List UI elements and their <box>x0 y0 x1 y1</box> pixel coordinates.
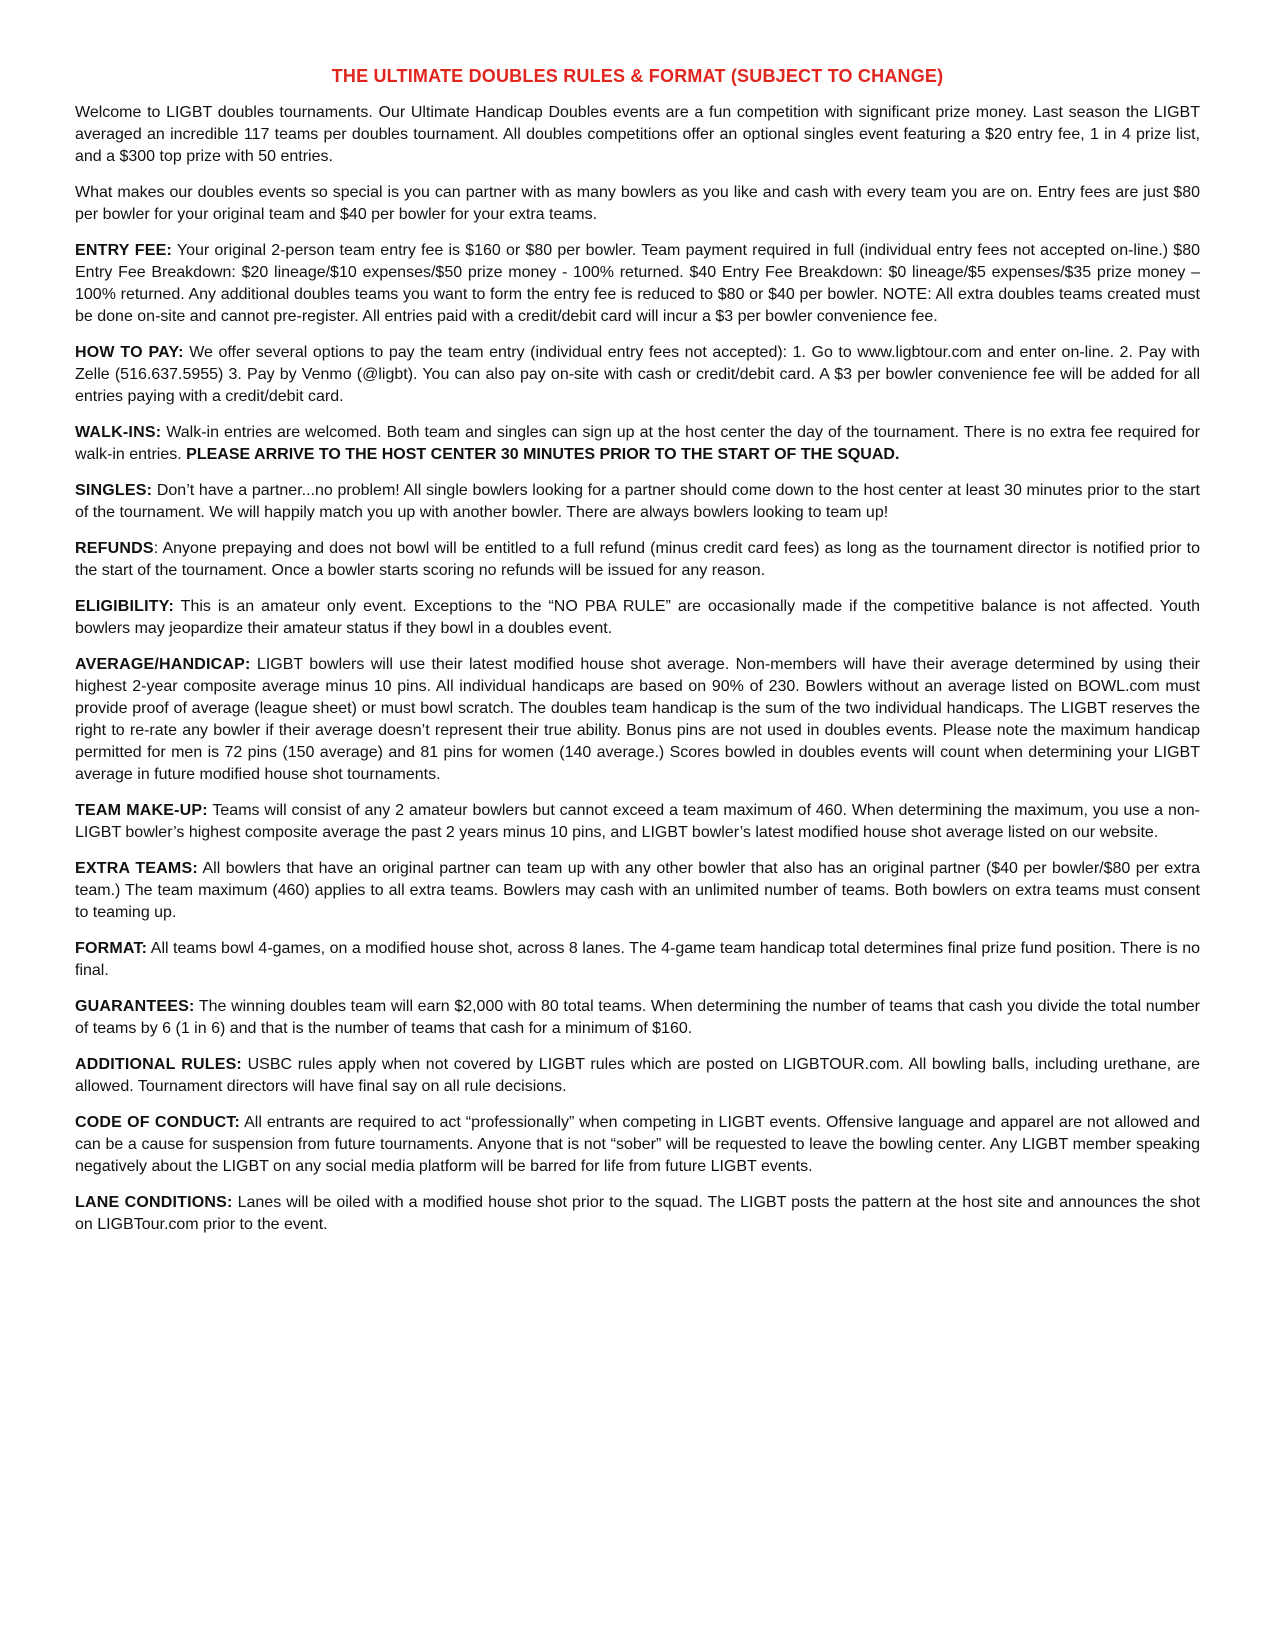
intro-paragraph: What makes our doubles events so special is you can partner with as many bowlers as you like and cash with every team you are on. Entry fees are just $80 per bowler for your original team and $40 per bowler for your extra teams. <box>75 184 1200 223</box>
section-label: GUARANTEES: <box>75 998 195 1015</box>
section-entry-fee <box>75 240 1200 328</box>
section-label: EXTRA TEAMS: <box>75 860 198 877</box>
section-label: LANE CONDITIONS: <box>75 1194 233 1211</box>
section-label: ADDITIONAL RULES: <box>75 1056 242 1073</box>
section-text: We offer several options to pay the team entry (individual entry fees not accepted): 1. Go to www.ligbtour.com and enter on-line. 2. Pay with Zelle (516.637.5955) 3. Pay by Venmo (@ligbt). You can also pay on-site with cash or credit/debit card. A $3 per bowler convenience fee will be added for all entries paying with a credit/debit card. <box>75 344 1200 405</box>
section-label: REFUNDS <box>75 540 154 557</box>
section-how-to-pay <box>75 342 1200 408</box>
section-code-of-conduct <box>75 1112 1200 1178</box>
section-label: AVERAGE/HANDICAP: <box>75 656 251 673</box>
section-extra-teams <box>75 858 1200 924</box>
section-text: : Anyone prepaying and does not bowl will be entitled to a full refund (minus credit card fees) as long as the tournament director is notified prior to the start of the tournament. Once a bowler starts scoring no refunds will be issued for any reason. <box>75 540 1200 579</box>
section-eligibility <box>75 596 1200 640</box>
section-format <box>75 938 1200 982</box>
section-text: Walk-in entries are welcomed. Both team and singles can sign up at the host center the day of the tournament. There is no extra fee required for walk-in entries. <box>75 424 1200 463</box>
section-walk-ins <box>75 422 1200 466</box>
section-label: TEAM MAKE-UP: <box>75 802 208 819</box>
section-label: WALK-INS: <box>75 424 162 441</box>
section-text: Your original 2-person team entry fee is $160 or $80 per bowler. Team payment required in full (individual entry fees not accepted on-line.) $80 Entry Fee Breakdown: $20 lineage/$10 expenses/$50 prize money - 100% returned. $40 Entry Fee Breakdown: $0 lineage/$5 expenses/$35 prize money – 100% returned. Any additional doubles teams you want to form the entry fee is reduced to $80 or $40 per bowler. NOTE: All extra doubles teams created must be done on-site and cannot pre-register. All entries paid with a credit/debit card will incur a $3 per bowler convenience fee. <box>75 242 1201 325</box>
section-text: All teams bowl 4-games, on a modified house shot, across 8 lanes. The 4-game team handicap total determines final prize fund position. There is no final. <box>75 940 1200 979</box>
section-text: Teams will consist of any 2 amateur bowlers but cannot exceed a team maximum of 460. When determining the maximum, you use a non-LIGBT bowler’s highest composite average the past 2 years minus 10 pins, and LIGBT bowler’s latest modified house shot average listed on our website. <box>75 802 1200 841</box>
section-text: Lanes will be oiled with a modified house shot prior to the squad. The LIGBT posts the pattern at the host site and announces the shot on LIGBTour.com prior to the event. <box>75 1194 1200 1233</box>
intro-paragraph: Welcome to LIGBT doubles tournaments. Our Ultimate Handicap Doubles events are a fun competition with significant prize money. Last season the LIGBT averaged an incredible 117 teams per doubles tournament. All doubles competitions offer an optional singles event featuring a $20 entry fee, 1 in 4 prize list, and a $300 top prize with 50 entries. <box>75 104 1200 165</box>
section-text: USBC rules apply when not covered by LIGBT rules which are posted on LIGBTOUR.com. All bowling balls, including urethane, are allowed. Tournament directors will have final say on all rule decisions. <box>75 1056 1200 1095</box>
section-label: ELIGIBILITY: <box>75 598 174 615</box>
section-text: All bowlers that have an original partner can team up with any other bowler that also has an original partner ($40 per bowler/$80 per extra team.) The team maximum (460) applies to all extra teams. Bowlers may cash with an unlimited number of teams. Both bowlers on extra teams must consent to teaming up. <box>75 860 1201 921</box>
section-text: The winning doubles team will earn $2,000 with 80 total teams. When determining the number of teams that cash you divide the total number of teams by 6 (1 in 6) and that is the number of teams that cash for a minimum of $160. <box>75 998 1200 1037</box>
section-label: ENTRY FEE: <box>75 242 172 259</box>
section-average-handicap <box>75 654 1200 786</box>
section-label: FORMAT: <box>75 940 148 957</box>
section-lane-conditions <box>75 1192 1200 1236</box>
section-team-make-up <box>75 800 1200 844</box>
arrival-notice: PLEASE ARRIVE TO THE HOST CENTER 30 MINUTES PRIOR TO THE START OF THE SQUAD. <box>186 446 900 463</box>
rules-document <box>75 56 1200 1250</box>
section-guarantees <box>75 996 1200 1040</box>
section-text: Don’t have a partner...no problem! All single bowlers looking for a partner should come down to the host center at least 30 minutes prior to the start of the tournament. We will happily match you up with another bowler. There are always bowlers looking to team up! <box>75 482 1200 521</box>
section-additional-rules <box>75 1054 1200 1098</box>
section-text: LIGBT bowlers will use their latest modified house shot average. Non-members will have their average determined by using their highest 2-year composite average minus 10 pins. All individual handicaps are based on 90% of 230. Bowlers without an average listed on BOWL.com must provide proof of average (league sheet) or must bowl scratch. The doubles team handicap is the sum of the two individual handicaps. The LIGBT reserves the right to re-rate any bowler if their average doesn’t represent their true ability. Bonus pins are not used in doubles events. Please note the maximum handicap permitted for men is 72 pins (150 average) and 81 pins for women (140 average.) Scores bowled in doubles events will count when determining your LIGBT average in future modified house shot tournaments. <box>75 656 1200 783</box>
section-label: HOW TO PAY: <box>75 344 184 361</box>
section-text: This is an amateur only event. Exceptions to the “NO PBA RULE” are occasionally made if the competitive balance is not affected. Youth bowlers may jeopardize their amateur status if they bowl in a doubles event. <box>75 598 1200 637</box>
page-title: THE ULTIMATE DOUBLES RULES & FORMAT (SUBJECT TO CHANGE) <box>331 66 944 86</box>
section-label: SINGLES: <box>75 482 153 499</box>
section-singles <box>75 480 1200 524</box>
section-label: CODE OF CONDUCT: <box>75 1114 241 1131</box>
section-refunds <box>75 538 1200 582</box>
section-text: All entrants are required to act “professionally” when competing in LIGBT events. Offensive language and apparel are not allowed and can be a cause for suspension from future tournaments. Anyone that is not “sober” will be requested to leave the bowling center. Any LIGBT member speaking negatively about the LIGBT on any social media platform will be barred for life from future LIGBT events. <box>75 1114 1200 1175</box>
